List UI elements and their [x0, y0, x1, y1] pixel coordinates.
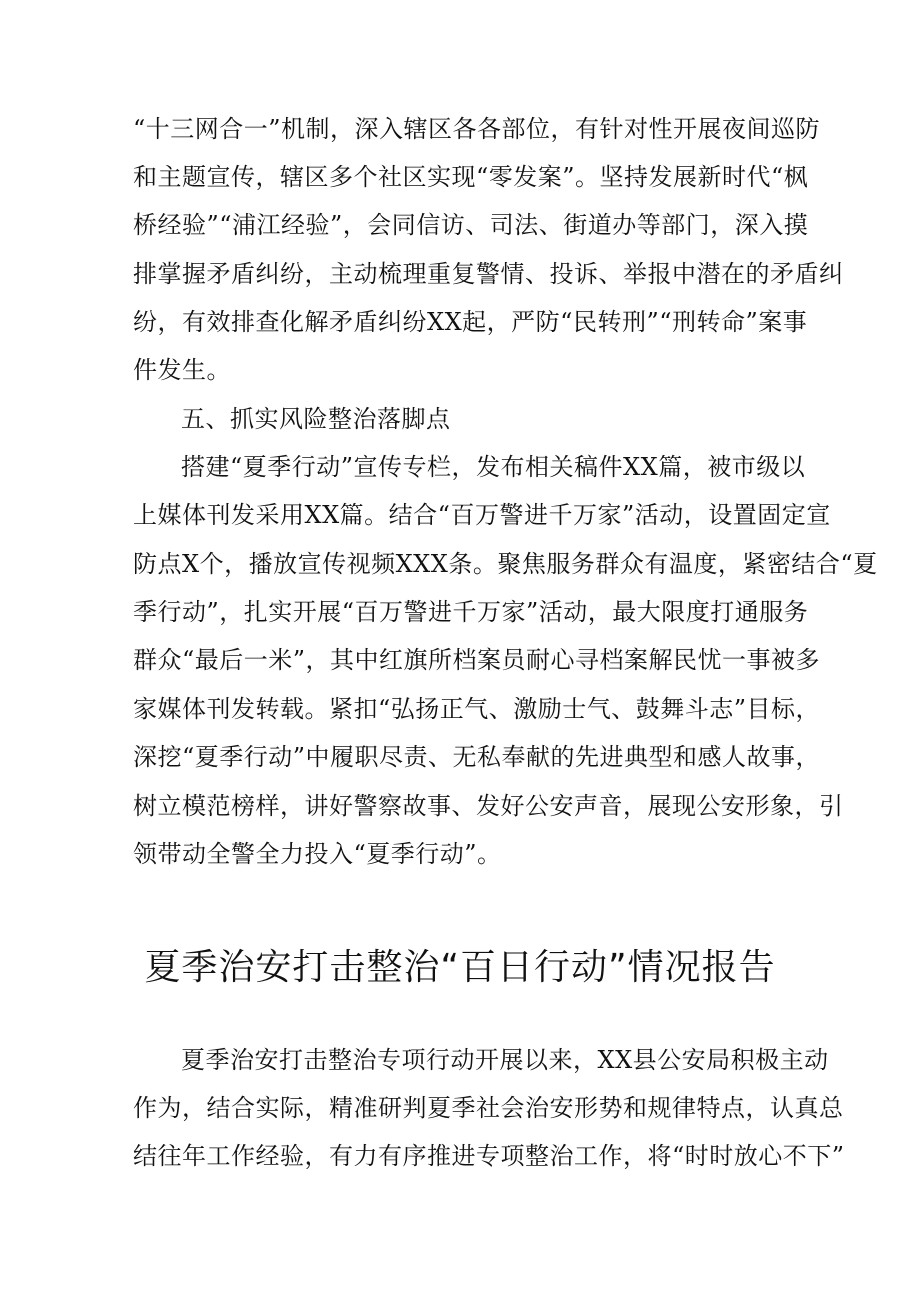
report-title: 夏季治安打击整治“百日行动”情况报告 — [144, 947, 776, 988]
paragraph-line: 夏季治安打击整治专项行动开展以来，XX县公安局积极主动 — [181, 1046, 829, 1074]
paragraph-line: 深挖“夏季行动”中履职尽责、无私奉献的先进典型和感人故事， — [133, 743, 821, 771]
paragraph-line: 件发生。 — [133, 356, 231, 384]
paragraph-line: 季行动”，扎实开展“百万警进千万家”活动，最大限度打通服务 — [133, 598, 809, 626]
paragraph-line: 桥经验”“浦江经验”，会同信访、司法、街道办等部门，深入摸 — [133, 211, 809, 239]
paragraph-line: 作为，结合实际，精准研判夏季社会治安形势和规律特点，认真总 — [133, 1094, 844, 1122]
paragraph-line: 纷，有效排查化解矛盾纠纷XX起，严防“民转刑”“刑转命”案事 — [133, 308, 808, 336]
paragraph-line: 上媒体刊发采用XX篇。结合“百万警进千万家”活动，设置固定宣 — [133, 501, 831, 529]
section-heading: 五、抓实风险整治落脚点 — [181, 405, 451, 433]
paragraph-line: 领带动全警全力投入“夏季行动”。 — [133, 840, 502, 868]
paragraph-line: “十三网合一”机制，深入辖区各各部位，有针对性开展夜间巡防 — [133, 115, 821, 143]
paragraph-line: 群众“最后一米”，其中红旗所档案员耐心寻档案解民忧一事被多 — [133, 646, 821, 674]
paragraph-line: 防点X个，播放宣传视频XXX条。聚焦服务群众有温度，紧密结合“夏 — [133, 550, 878, 578]
paragraph-line: 结往年工作经验，有力有序推进专项整治工作，将“时时放心不下” — [133, 1142, 845, 1170]
paragraph-line: 和主题宣传，辖区多个社区实现“零发案”。坚持发展新时代“枫 — [133, 163, 809, 191]
paragraph-line: 家媒体刊发转载。紧扣“弘扬正气、激励士气、鼓舞斗志”目标， — [133, 695, 821, 723]
paragraph-line: 树立模范榜样，讲好警察故事、发好公安声音，展现公安形象，引 — [133, 792, 844, 820]
paragraph-line: 排掌握矛盾纠纷，主动梳理重复警情、投诉、举报中潜在的矛盾纠 — [133, 260, 844, 288]
paragraph-line: 搭建“夏季行动”宣传专栏，发布相关稿件XX篇，被市级以 — [181, 453, 806, 481]
